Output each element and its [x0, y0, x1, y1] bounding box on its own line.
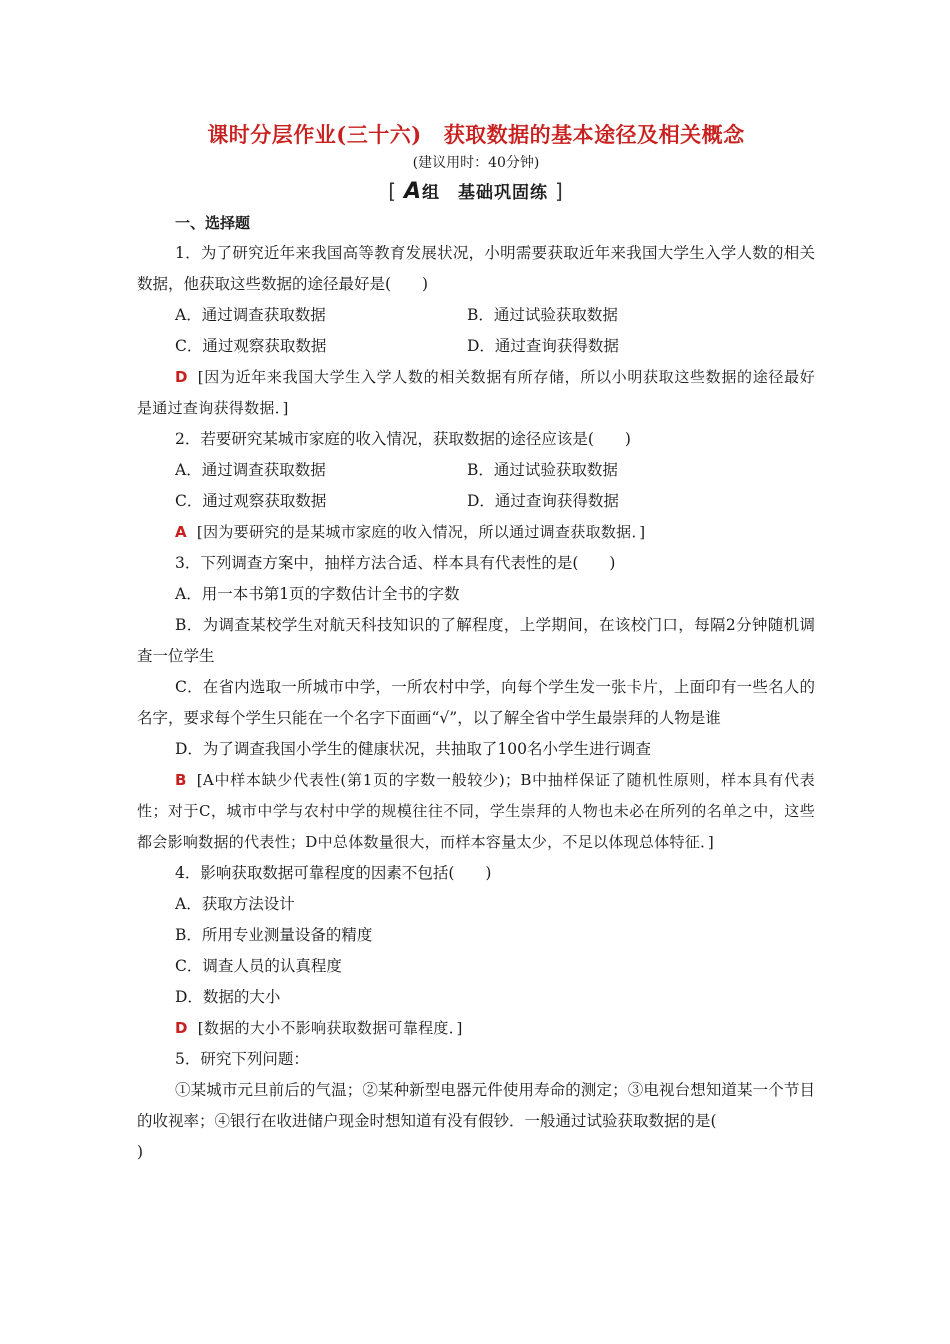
option-a: A．通过调查获取数据: [175, 306, 326, 324]
question-2-answer: [137, 517, 815, 548]
group-bracket-open: [: [388, 179, 398, 203]
option-a: A．通过调查获取数据: [175, 461, 326, 479]
group-bracket-close: ]: [554, 179, 564, 203]
option-a: A．用一本书第1页的字数估计全书的字数: [175, 585, 460, 603]
option-c: C．通过观察获取数据: [175, 492, 327, 510]
answer-key: D: [175, 368, 188, 386]
section-heading: 一、选择题: [175, 214, 251, 232]
answer-explanation: [A中样本缺少代表性(第1页的字数一般较少)；B中抽样保证了随机性原则，样本具有代表性；对于C，城市中学与农村中学的规模往往不同，学生崇拜的人物也未必在所列的名单之中，这些都会影响数据的代表性；D中总体数量很大，而样本容量太少，不足以体现总体特征．]: [137, 771, 815, 851]
answer-key: B: [175, 771, 187, 789]
answer-key: A: [175, 523, 187, 541]
option-b: B．通过试验获取数据: [467, 461, 618, 479]
suggested-time: (建议用时：40分钟): [412, 155, 540, 171]
option-c: C．在省内选取一所城市中学，一所农村中学，向每个学生发一张卡片，上面印有一些名人的名字，要求每个学生只能在一个名字下面画“√”，以了解全省中学生最崇拜的人物是谁: [137, 678, 815, 727]
option-d: D．通过查询获得数据: [467, 492, 619, 510]
answer-explanation: [因为近年来我国大学生入学人数的相关数据有所存储，所以小明获取这些数据的途径最好是通过查询获得数据．]: [137, 368, 815, 417]
group-letter: A: [403, 179, 423, 204]
question-2-options-row2: [137, 486, 815, 517]
option-d: D．通过查询获得数据: [467, 337, 619, 355]
group-heading: [137, 174, 815, 208]
question-1-options-row2: [137, 331, 815, 362]
question-5-text: ①某城市元旦前后的气温；②某种新型电器元件使用寿命的测定；③电视台想知道某一个节目的收视率；④银行在收进储户现金时想知道有没有假钞．一般通过试验获取数据的是(: [137, 1081, 815, 1130]
option-a: A．获取方法设计: [175, 895, 295, 913]
answer-key: D: [175, 1019, 188, 1037]
answer-explanation: [因为要研究的是某城市家庭的收入情况，所以通过调查获取数据．]: [196, 523, 646, 541]
option-d: D．数据的大小: [175, 988, 281, 1006]
question-2-options-row1: [137, 455, 815, 486]
question-5-stem: 5．研究下列问题：: [175, 1050, 309, 1068]
question-3-stem: 3．下列调查方案中，抽样方法合适、样本具有代表性的是( ): [175, 554, 616, 572]
question-3-answer: [137, 765, 815, 858]
question-1-stem: 1．为了研究近年来我国高等教育发展状况，小明需要获取近年来我国大学生入学人数的相关数据，他获取这些数据的途径最好是( ): [137, 244, 815, 293]
option-b: B．通过试验获取数据: [467, 306, 618, 324]
option-c: C．调查人员的认真程度: [175, 957, 342, 975]
option-b: B．为调查某校学生对航天科技知识的了解程度，上学期间，在该校门口，每隔2分钟随机调查一位学生: [137, 616, 815, 665]
question-4-answer: [137, 1013, 815, 1044]
option-b: B．所用专业测量设备的精度: [175, 926, 373, 944]
question-2-stem: 2．若要研究某城市家庭的收入情况，获取数据的途径应该是( ): [175, 430, 631, 448]
answer-explanation: [数据的大小不影响获取数据可靠程度．]: [197, 1019, 463, 1037]
option-c: C．通过观察获取数据: [175, 337, 327, 355]
question-5-tail: ): [137, 1143, 144, 1161]
question-1-answer: [137, 362, 815, 424]
group-label: 组 基础巩固练: [422, 183, 549, 203]
title-left: 课时分层作业(三十六): [207, 122, 422, 147]
document-body: [137, 118, 815, 1168]
title-right: 获取数据的基本途径及相关概念: [443, 122, 745, 147]
question-5-body: [137, 1075, 815, 1168]
page-title: [137, 118, 815, 152]
question-4-stem: 4．影响获取数据可靠程度的因素不包括( ): [175, 864, 492, 882]
option-d: D．为了调查我国小学生的健康状况，共抽取了100名小学生进行调查: [175, 740, 652, 758]
question-1-options-row1: [137, 300, 815, 331]
